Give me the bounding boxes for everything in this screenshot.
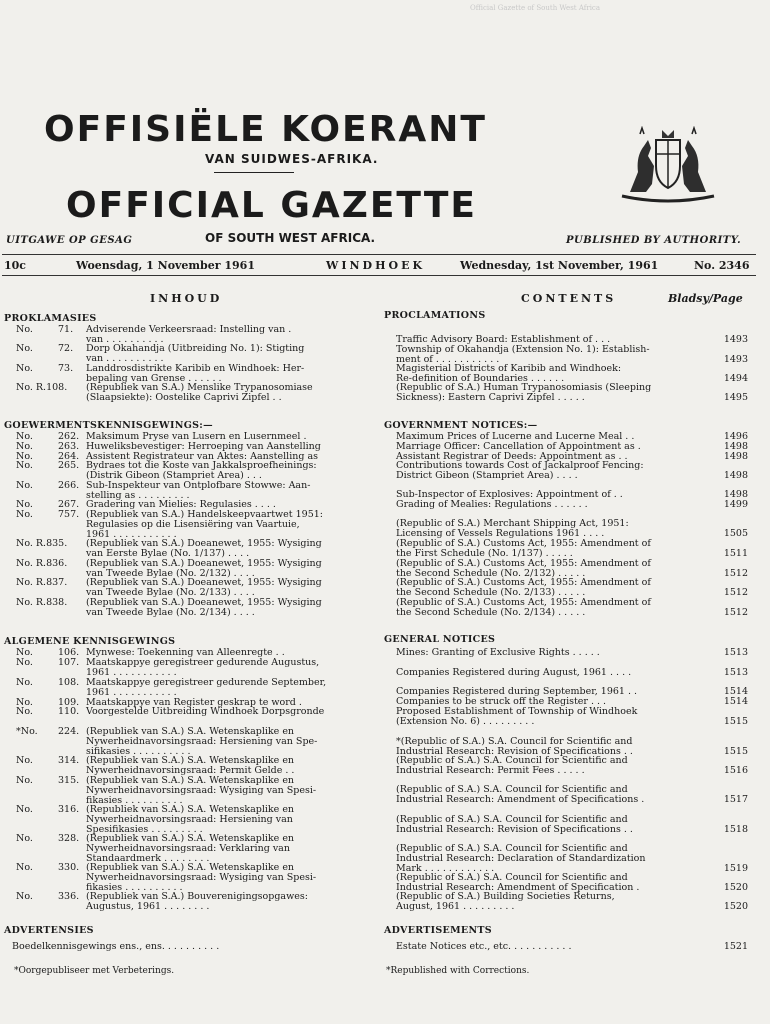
- entry-text: the Second Schedule (No. 2/132) . . . . .: [396, 567, 586, 579]
- page-number: 1521: [723, 941, 748, 952]
- toc-entry-en: [396, 598, 748, 618]
- inhoud-heading: INHOUD: [150, 292, 223, 305]
- entry-text: Traffic Advisory Board: Establishment of . . .: [396, 334, 611, 345]
- date-afrikaans: Woensdag, 1 November 1961: [76, 259, 255, 272]
- entry-text: van . . . . . . . . . .: [86, 333, 164, 345]
- entry-text: (Republiek van S.A.) S.A. Wetenskaplike en: [86, 726, 295, 737]
- toc-entry-en: [396, 815, 748, 835]
- entry-text: Industrial Research: Revision of Specifications . .: [396, 823, 633, 835]
- entry-text: Companies Registered during August, 1961 . . . .: [396, 667, 632, 678]
- page-number: 1496: [723, 431, 748, 442]
- footnote-af: *Oorgepubliseer met Verbeterings.: [14, 966, 175, 976]
- entry-text: Nywerheidnavorsingsraad: Hersiening van Spe-: [86, 735, 318, 747]
- toc-entry-en: [396, 785, 748, 805]
- notice-number: 267.: [58, 499, 80, 510]
- entry-text: van Tweede Bylae (No. 2/134) . . . .: [86, 606, 255, 618]
- toc-entry-en: [396, 844, 748, 873]
- toc-entry-en: [396, 364, 748, 384]
- page-number: 1513: [723, 647, 748, 658]
- toc-entry-en: [396, 892, 748, 912]
- toc-entry-af: [16, 559, 368, 579]
- notice-number: 264.: [58, 451, 80, 462]
- notice-label: No.: [16, 324, 33, 335]
- toc-entry-af: [16, 383, 368, 403]
- entry-text: (Republic of S.A.) Building Societies Returns,: [396, 891, 615, 902]
- notice-number: 108.: [58, 677, 80, 688]
- entry-text: (Republic of S.A.) S.A. Council for Scientific and: [396, 784, 628, 795]
- notice-label: *No.: [16, 726, 38, 737]
- published-by-authority: PUBLISHED BY AUTHORITY.: [566, 235, 742, 246]
- entry-text: (Republic of S.A.) Customs Act, 1955: Amendment of: [396, 558, 651, 569]
- sec-advertisements: ADVERTISEMENTS: [384, 925, 492, 936]
- entry-text: Maatskappye van Register geskrap te word .: [86, 697, 302, 708]
- watermark-text: Official Gazette of South West Africa: [470, 4, 601, 12]
- entry-text: (Republiek van S.A.) Doeanewet, 1955: Wysiging: [86, 558, 322, 569]
- entry-text: fikasies . . . . . . . . . .: [86, 794, 183, 806]
- toc-entry-af: [16, 510, 368, 539]
- notice-number: 72.: [58, 343, 74, 354]
- entry-text: ment of . . . . . . . . . . .: [396, 353, 500, 365]
- entry-text: Magisterial Districts of Karibib and Windhoek:: [396, 363, 622, 374]
- notice-number: 106.: [58, 647, 80, 658]
- coat-of-arms-icon: [618, 126, 718, 206]
- notice-label: No. R.838.: [16, 597, 68, 608]
- page-column-heading: Bladsy/Page: [668, 292, 743, 305]
- notice-label: No.: [16, 363, 33, 374]
- entry-text: (Slaapsiekte): Oostelike Caprivi Zipfel . .: [86, 391, 282, 403]
- notice-label: No.: [16, 441, 33, 452]
- toc-entry-af: [16, 805, 368, 834]
- entry-text: Nywerheidnavorsingsraad: Wysiging van Spesi-: [86, 784, 317, 796]
- entry-text: the Second Schedule (No. 2/134) . . . . .: [396, 606, 586, 618]
- entry-text: August, 1961 . . . . . . . . .: [396, 900, 515, 912]
- entry-text: (Republiek van S.A.) Menslike Trypanosomiase: [86, 382, 313, 393]
- notice-number: 265.: [58, 460, 80, 471]
- entry-text: (Republic of S.A.) S.A. Council for Scientific and: [396, 755, 628, 766]
- contents-heading: CONTENTS: [521, 292, 617, 305]
- title-afrikaans: OFFISIËLE KOERANT: [44, 109, 487, 150]
- notice-label: No. R.836.: [16, 558, 68, 569]
- notice-number: 330.: [58, 862, 80, 873]
- entry-text: (Republiek van S.A.) Doeanewet, 1955: Wysiging: [86, 577, 322, 588]
- uitgawe-op-gesag: UITGAWE OP GESAG: [6, 235, 133, 246]
- toc-entry-en: [396, 668, 748, 678]
- entry-text: Assistant Registrar of Deeds: Appointment as . .: [396, 451, 628, 462]
- toc-entry-af: [16, 776, 368, 805]
- entry-text: 1961 . . . . . . . . . . .: [86, 528, 177, 540]
- entry-text: *(Republic of S.A.) S.A. Council for Scientific and: [396, 736, 633, 747]
- entry-text: van Tweede Bylae (No. 2/133) . . . .: [86, 586, 255, 598]
- notice-label: No.: [16, 499, 33, 510]
- toc-entry-af: [16, 678, 368, 698]
- toc-entry-af: [16, 863, 368, 892]
- notice-label: No.: [16, 677, 33, 688]
- entry-text: Nywerheidnavorsingsraad: Hersiening van: [86, 813, 293, 825]
- entry-text: Mines: Granting of Exclusive Rights . . . . .: [396, 647, 600, 658]
- sec-algemene-kennisgewings: ALGEMENE KENNISGEWINGS: [4, 636, 176, 647]
- toc-entry-af: [16, 539, 368, 559]
- entry-text: Industrial Research: Permit Fees . . . . .: [396, 764, 585, 776]
- page-number: 1498: [723, 489, 748, 500]
- entry-text: 1961 . . . . . . . . . . .: [86, 686, 177, 698]
- entry-text: Maatskappye geregistreer gedurende September,: [86, 677, 327, 688]
- entry-text: Sickness): Eastern Caprivi Zipfel . . . . .: [396, 391, 585, 403]
- toc-entry-af: [16, 756, 368, 776]
- entry-text: Spesifikasies . . . . . . . . .: [86, 823, 203, 835]
- toc-entry-en: [396, 519, 748, 539]
- notice-label: No.: [16, 343, 33, 354]
- notice-label: No.: [16, 833, 33, 844]
- toc-entry-af: [16, 364, 368, 384]
- page-number: 1516: [723, 764, 748, 776]
- entry-text: Re-definition of Boundaries . . . . . .: [396, 372, 565, 384]
- entry-text: (Republiek van S.A.) Handelskeepvaartwet 1951:: [86, 509, 323, 520]
- entry-text: (Republiek van S.A.) S.A. Wetenskaplike en: [86, 775, 295, 786]
- entry-text: Companies Registered during September, 1961 . .: [396, 686, 638, 697]
- entry-text: (Distrik Gibeon (Stampriet Area) . . .: [86, 469, 262, 481]
- sec-proclamations: PROCLAMATIONS: [384, 310, 486, 321]
- entry-text: Landdrosdistrikte Karibib en Windhoek: Her-: [86, 363, 305, 374]
- entry-text: (Republic of S.A.) Customs Act, 1955: Amendment of: [396, 538, 651, 549]
- advert-text: Estate Notices etc., etc. . . . . . . . . . .: [396, 941, 572, 952]
- entry-text: (Republic of S.A.) S.A. Council for Scientific and: [396, 814, 628, 825]
- notice-label: No.: [16, 775, 33, 786]
- page-number: 1514: [723, 686, 748, 697]
- page-number: 1512: [723, 586, 748, 598]
- page-number: 1520: [723, 881, 748, 893]
- entry-text: sifikasies . . . . . . . . . .: [86, 745, 191, 757]
- notice-number: 314.: [58, 755, 80, 766]
- entry-text: (Republiek van S.A.) S.A. Wetenskaplike en: [86, 862, 295, 873]
- notice-label: No.: [16, 480, 33, 491]
- entry-text: van . . . . . . . . . .: [86, 352, 164, 364]
- entry-text: Grading of Mealies: Regulations . . . . . .: [396, 499, 588, 510]
- entry-text: Standaardmerk . . . . . . . .: [86, 852, 210, 864]
- entry-text: van Eerste Bylae (No. 1/137) . . . .: [86, 547, 250, 559]
- notice-number: 757.: [58, 509, 80, 520]
- toc-entry-en: [396, 461, 748, 481]
- notice-number: 315.: [58, 775, 80, 786]
- toc-entry-en: [396, 648, 748, 658]
- notice-number: 336.: [58, 891, 80, 902]
- entry-text: (Republic of S.A.) Merchant Shipping Act, 1951:: [396, 518, 629, 529]
- notice-label: No.: [16, 697, 33, 708]
- page-number: 1493: [723, 334, 748, 345]
- entry-text: fikasies . . . . . . . . . .: [86, 881, 183, 893]
- page-number: 1511: [723, 547, 748, 559]
- toc-entry-en: [396, 707, 748, 727]
- toc-entry-en: [396, 345, 748, 365]
- entry-text: Bydraes tot die Koste van Jakkalsproefheinings:: [86, 460, 317, 471]
- notice-number: 262.: [58, 431, 80, 442]
- entry-text: Sub-Inspector of Explosives: Appointment of . .: [396, 489, 623, 500]
- toc-entry-af: [16, 834, 368, 863]
- page-number: 1515: [723, 715, 748, 727]
- notice-label: No.: [16, 891, 33, 902]
- sec-general-notices: GENERAL NOTICES: [384, 634, 496, 645]
- notice-label: No.: [16, 460, 33, 471]
- page-number: 1512: [723, 567, 748, 579]
- entry-text: Industrial Research: Revision of Specifications . .: [396, 745, 633, 757]
- entry-text: (Republic of S.A.) S.A. Council for Scientific and: [396, 872, 628, 883]
- page-number: 1505: [723, 527, 748, 539]
- notice-label: No.: [16, 647, 33, 658]
- advert-text: Boedelkennisgewings ens., ens. . . . . . . . . .: [12, 941, 220, 952]
- sec-proklamasies: PROKLAMASIES: [4, 313, 97, 324]
- footnote-en: *Republished with Corrections.: [386, 966, 530, 976]
- page-number: 1513: [723, 667, 748, 678]
- entry-text: Contributions towards Cost of Jackalproof Fencing:: [396, 460, 644, 471]
- page-number: 1498: [723, 469, 748, 481]
- entry-text: (Republiek van S.A.) Doeanewet, 1955: Wysiging: [86, 597, 322, 608]
- notice-label: No.: [16, 706, 33, 717]
- toc-entry-en: [396, 500, 748, 510]
- toc-entry-af: [16, 578, 368, 598]
- entry-text: Nywerheidnavorsingsraad: Verklaring van: [86, 842, 290, 854]
- entry-text: Mynwese: Toekenning van Alleenregte . .: [86, 647, 285, 658]
- toc-entry-af: [16, 481, 368, 501]
- header-rule-top: [2, 254, 756, 255]
- toc-entry-af: [16, 707, 368, 717]
- notice-label: No.: [16, 509, 33, 520]
- toc-entry-af: [16, 658, 368, 678]
- toc-entry-en: [396, 578, 748, 598]
- entry-text: Mark . . . . . . . . . . . .: [396, 862, 495, 874]
- header-rule-bottom: [2, 275, 756, 276]
- entry-text: Maatskappye geregistreer gedurende Augustus,: [86, 657, 320, 668]
- entry-text: (Republiek van S.A.) S.A. Wetenskaplike en: [86, 755, 295, 766]
- entry-text: (Republiek van S.A.) Bouverenigingsopgawes:: [86, 891, 308, 902]
- page-number: 1515: [723, 745, 748, 757]
- page-number: 1493: [723, 353, 748, 365]
- notice-label: No.: [16, 804, 33, 815]
- toc-entry-af: [16, 344, 368, 364]
- notice-label: No.: [16, 755, 33, 766]
- entry-text: (Republic of S.A.) Customs Act, 1955: Amendment of: [396, 597, 651, 608]
- date-english: Wednesday, 1st November, 1961: [460, 259, 659, 272]
- page-number: 1519: [723, 862, 748, 874]
- subtitle-afrikaans: VAN SUIDWES-AFRIKA.: [205, 152, 379, 166]
- entry-text: Nywerheidnavorsingsraad: Wysiging van Spesi-: [86, 871, 317, 883]
- notice-number: 316.: [58, 804, 80, 815]
- notice-number: 110.: [58, 706, 80, 717]
- title-divider: [214, 172, 294, 173]
- entry-text: (Republic of S.A.) Customs Act, 1955: Amendment of: [396, 577, 651, 588]
- entry-text: District Gibeon (Stampriet Area) . . . .: [396, 469, 578, 481]
- page-number: 1518: [723, 823, 748, 835]
- entry-text: Voorgestelde Uitbreiding Windhoek Dorpsgronde: [86, 706, 325, 717]
- entry-text: bepaling van Grense . . . . . .: [86, 372, 222, 384]
- notice-number: 71.: [58, 324, 74, 335]
- entry-text: (Republiek van S.A.) S.A. Wetenskaplike en: [86, 804, 295, 815]
- page-number: 1512: [723, 606, 748, 618]
- entry-text: Proposed Establishment of Township of Windhoek: [396, 706, 638, 717]
- title-english: OFFICIAL GAZETTE: [66, 185, 477, 226]
- entry-text: (Republiek van S.A.) S.A. Wetenskaplike en: [86, 833, 295, 844]
- entry-text: 1961 . . . . . . . . . . .: [86, 666, 177, 678]
- notice-label: No. R.108.: [16, 382, 68, 393]
- notice-number: 109.: [58, 697, 80, 708]
- entry-text: Assistent Registrateur van Aktes: Aanstelling as: [86, 451, 318, 462]
- entry-text: Industrial Research: Declaration of Standardization: [396, 852, 646, 864]
- price: 10c: [4, 259, 27, 272]
- sec-advertensies: ADVERTENSIES: [4, 925, 94, 936]
- subtitle-english: OF SOUTH WEST AFRICA.: [205, 231, 376, 245]
- notice-label: No.: [16, 862, 33, 873]
- entry-text: Regulasies op die Lisensiëring van Vaartuie,: [86, 518, 300, 530]
- toc-entry-af: [16, 727, 368, 756]
- toc-entry-af: [16, 325, 368, 345]
- notice-number: 263.: [58, 441, 80, 452]
- entry-text: Sub-Inspekteur van Ontplofbare Stowwe: Aan-: [86, 480, 311, 491]
- notice-number: 107.: [58, 657, 80, 668]
- entry-text: the First Schedule (No. 1/137) . . . . .: [396, 547, 573, 559]
- entry-text: Huweliksbevestiger: Herroeping van Aanstelling: [86, 441, 321, 452]
- entry-text: Maximum Prices of Lucerne and Lucerne Meal . .: [396, 431, 635, 442]
- toc-entry-en: [396, 559, 748, 579]
- entry-text: (Extension No. 6) . . . . . . . . .: [396, 715, 535, 727]
- notice-label: No. R.837.: [16, 577, 68, 588]
- entry-text: Gradering van Mielies: Regulasies . . . .: [86, 499, 276, 510]
- sec-government-notices: GOVERNMENT NOTICES:—: [384, 420, 538, 431]
- entry-text: Nywerheidnavorsingsraad: Permit Gelde . .: [86, 764, 295, 776]
- entry-text: Companies to be struck off the Register . . .: [396, 696, 607, 707]
- notice-number: 328.: [58, 833, 80, 844]
- place: WINDHOEK: [326, 259, 426, 272]
- page-number: 1498: [723, 451, 748, 462]
- entry-text: Licensing of Vessels Regulations 1961 . . . .: [396, 527, 605, 539]
- notice-label: No. R.835.: [16, 538, 68, 549]
- toc-entry-en: [396, 737, 748, 757]
- notice-label: No.: [16, 431, 33, 442]
- entry-text: Industrial Research: Amendment of Specifications .: [396, 793, 645, 805]
- page-number: 1495: [723, 391, 748, 403]
- page-number: 1498: [723, 441, 748, 452]
- entry-text: Dorp Okahandja (Uitbreiding No. 1): Stigting: [86, 343, 305, 354]
- sec-goewermentskennisgewings: GOEWERMENTSKENNISGEWINGS:—: [4, 420, 213, 431]
- notice-number: 266.: [58, 480, 80, 491]
- entry-text: (Republiek van S.A.) Doeanewet, 1955: Wysiging: [86, 538, 322, 549]
- page-number: 1517: [723, 793, 748, 805]
- entry-text: Township of Okahandja (Extension No. 1): Establish-: [396, 344, 650, 355]
- page-number: 1494: [723, 372, 748, 384]
- toc-entry-en: [396, 539, 748, 559]
- toc-entry-en: [396, 383, 748, 403]
- issue-number: No. 2346: [694, 259, 750, 272]
- entry-text: stelling as . . . . . . . . .: [86, 489, 190, 501]
- entry-text: Maksimum Pryse van Lusern en Lusernmeel .: [86, 431, 307, 442]
- toc-entry-af: [16, 598, 368, 618]
- entry-text: the Second Schedule (No. 2/133) . . . . .: [396, 586, 586, 598]
- page-number: 1514: [723, 696, 748, 707]
- entry-text: Adviserende Verkeersraad: Instelling van .: [86, 324, 292, 335]
- notice-number: 73.: [58, 363, 74, 374]
- page-number: 1520: [723, 900, 748, 912]
- entry-text: (Republic of S.A.) Human Trypanosomiasis (Sleeping: [396, 382, 652, 393]
- toc-entry-af: [16, 461, 368, 481]
- toc-entry-af: [16, 892, 368, 912]
- entry-text: Augustus, 1961 . . . . . . . .: [86, 900, 210, 912]
- entry-text: (Republic of S.A.) S.A. Council for Scientific and: [396, 843, 628, 854]
- entry-text: Industrial Research: Amendment of Specification .: [396, 881, 640, 893]
- notice-label: No.: [16, 657, 33, 668]
- page-number: 1499: [723, 499, 748, 510]
- toc-entry-en: [396, 756, 748, 776]
- entry-text: van Tweede Bylae (No. 2/132) . . . .: [86, 567, 255, 579]
- toc-entry-en: [396, 873, 748, 893]
- entry-text: Marriage Officer: Cancellation of Appointment as .: [396, 441, 641, 452]
- notice-number: 224.: [58, 726, 80, 737]
- notice-label: No.: [16, 451, 33, 462]
